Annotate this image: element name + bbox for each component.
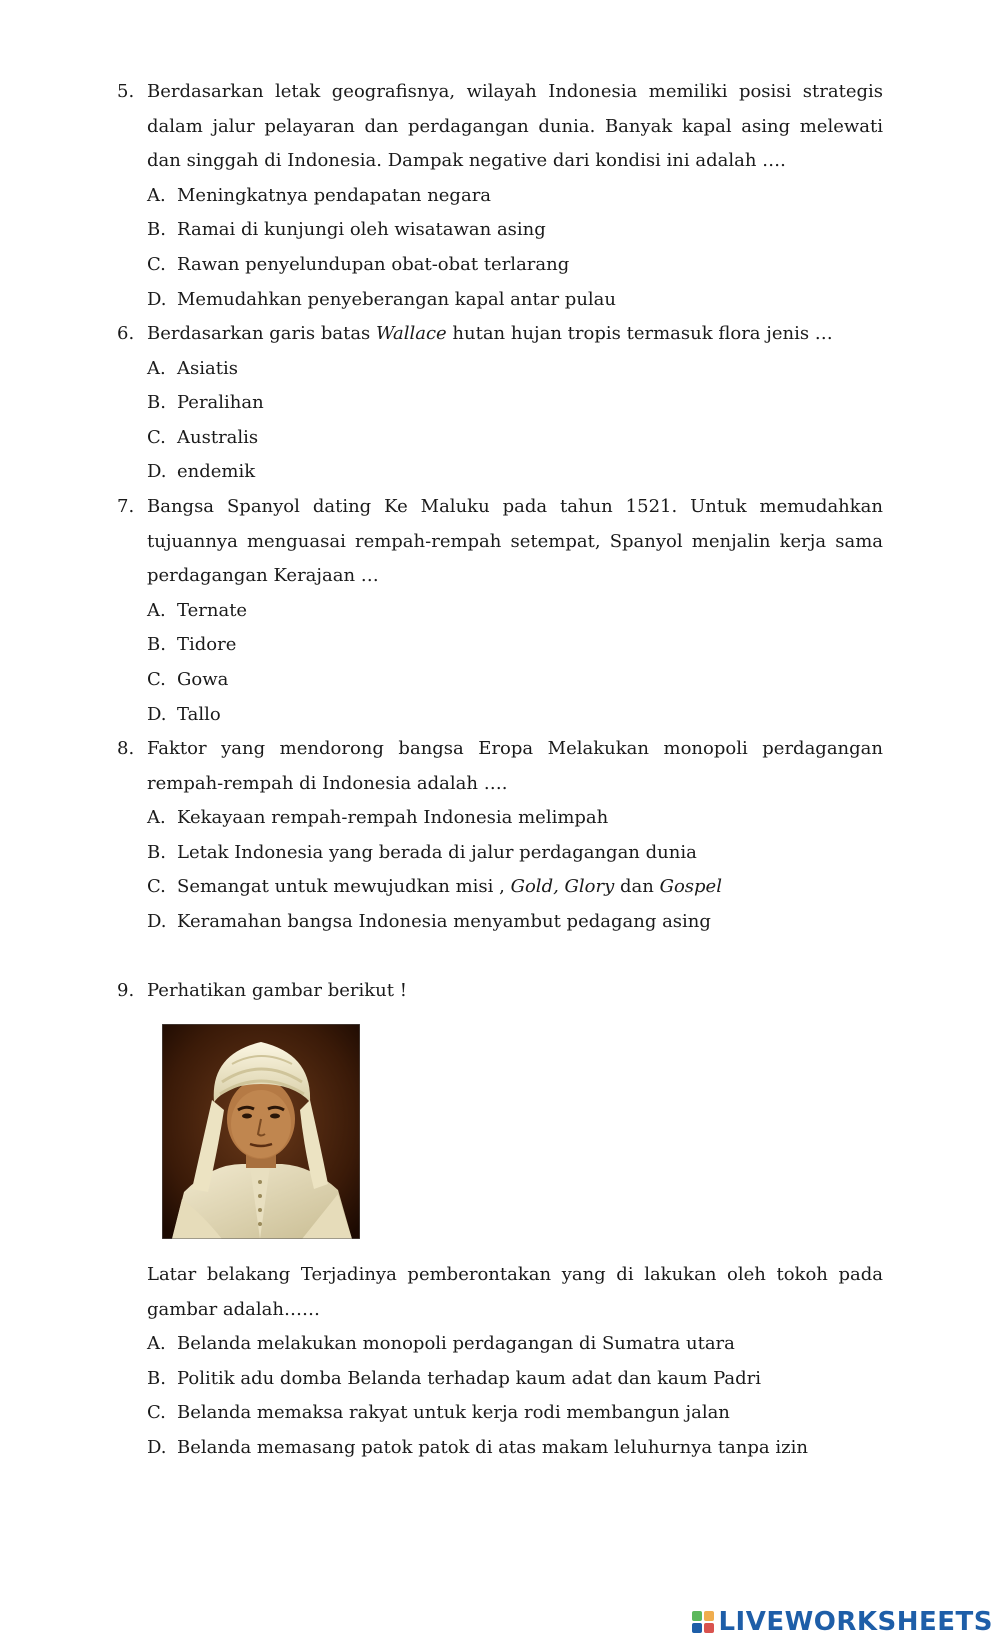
question-number: 8. bbox=[117, 738, 135, 759]
option-text: Politik adu domba Belanda terhadap kaum adat dan kaum Padri bbox=[177, 1367, 762, 1389]
question-number: 7. bbox=[117, 496, 135, 517]
option-letter: B. bbox=[147, 634, 166, 656]
option-a[interactable] bbox=[147, 594, 883, 629]
option-letter: B. bbox=[147, 841, 166, 863]
option-text-part: Semangat untuk mewujudkan misi , bbox=[177, 876, 511, 898]
option-text: Belanda melakukan monopoli perdagangan di Sumatra utara bbox=[177, 1333, 735, 1355]
question-number: 5. bbox=[117, 81, 135, 102]
question-9-continued bbox=[117, 1258, 883, 1466]
question-text-2: Latar belakang Terjadinya pemberontakan yang di lakukan oleh tokoh pada gambar adalah…… bbox=[147, 1264, 883, 1320]
option-d[interactable] bbox=[147, 1431, 883, 1466]
option-d[interactable] bbox=[147, 283, 883, 318]
option-d[interactable] bbox=[147, 455, 883, 490]
option-b[interactable] bbox=[147, 386, 883, 421]
option-c[interactable] bbox=[147, 663, 883, 698]
option-text: Meningkatnya pendapatan negara bbox=[177, 184, 492, 206]
question-text: Berdasarkan letak geografisnya, wilayah Indonesia memiliki posisi strategis dalam jalur pelayaran dan perdagangan dunia. Banyak kapal asing melewati dan singgah di Indonesia. Dampak negative dari kondisi ini adalah …. bbox=[147, 81, 883, 172]
option-text: Asiatis bbox=[177, 357, 238, 379]
question-number: 6. bbox=[117, 323, 135, 344]
option-a[interactable] bbox=[147, 179, 883, 214]
option-text: Gowa bbox=[177, 668, 229, 690]
question-text: Bangsa Spanyol dating Ke Maluku pada tahun 1521. Untuk memudahkan tujuannya menguasai rempah-rempah setempat, Spanyol menjalin kerja sama perdagangan Kerajaan … bbox=[147, 496, 883, 587]
option-b[interactable] bbox=[147, 1362, 883, 1397]
option-letter: B. bbox=[147, 1367, 166, 1389]
option-text: Rawan penyelundupan obat-obat terlarang bbox=[177, 253, 570, 275]
option-c[interactable] bbox=[147, 870, 883, 905]
question-text-part: Berdasarkan garis batas bbox=[147, 323, 377, 344]
option-b[interactable] bbox=[147, 213, 883, 248]
question-7 bbox=[117, 490, 883, 732]
option-text: Australis bbox=[177, 426, 259, 448]
option-c[interactable] bbox=[147, 248, 883, 283]
option-text: Memudahkan penyeberangan kapal antar pulau bbox=[177, 288, 616, 310]
option-letter: D. bbox=[147, 1436, 167, 1458]
logo-text: LIVEWORKSHEETS bbox=[718, 1607, 993, 1637]
option-text: Kekayaan rempah-rempah Indonesia melimpah bbox=[177, 807, 609, 829]
liveworksheets-logo[interactable] bbox=[692, 1606, 993, 1638]
option-letter: A. bbox=[147, 1333, 166, 1355]
option-text: Ternate bbox=[177, 599, 248, 621]
option-a[interactable] bbox=[147, 352, 883, 387]
question-text-part: hutan hujan tropis termasuk flora jenis … bbox=[446, 323, 833, 344]
option-letter: C. bbox=[147, 876, 166, 898]
option-text: endemik bbox=[177, 461, 256, 483]
option-letter: A. bbox=[147, 357, 166, 379]
option-letter: C. bbox=[147, 253, 166, 275]
option-letter: C. bbox=[147, 426, 166, 448]
option-b[interactable] bbox=[147, 628, 883, 663]
option-letter: A. bbox=[147, 807, 166, 829]
option-c[interactable] bbox=[147, 1396, 883, 1431]
option-letter: C. bbox=[147, 668, 166, 690]
option-d[interactable] bbox=[147, 698, 883, 733]
option-text: Belanda memaksa rakyat untuk kerja rodi membangun jalan bbox=[177, 1402, 730, 1424]
option-letter: A. bbox=[147, 599, 166, 621]
option-letter: D. bbox=[147, 910, 167, 932]
option-letter: D. bbox=[147, 288, 167, 310]
portrait-image bbox=[162, 1024, 360, 1239]
option-text-italic: Gospel bbox=[659, 876, 722, 898]
question-6 bbox=[117, 317, 883, 490]
option-text: Keramahan bangsa Indonesia menyambut pedagang asing bbox=[177, 910, 711, 932]
logo-grid-icon bbox=[692, 1611, 714, 1633]
question-9 bbox=[117, 974, 883, 1009]
option-text: Peralihan bbox=[177, 392, 264, 414]
question-5 bbox=[117, 75, 883, 317]
option-a[interactable] bbox=[147, 801, 883, 836]
option-text-part: dan bbox=[614, 876, 660, 898]
option-text-italic: Gold, Glory bbox=[510, 876, 615, 898]
option-text: Letak Indonesia yang berada di jalur perdagangan dunia bbox=[177, 841, 697, 863]
question-text: Perhatikan gambar berikut ! bbox=[147, 980, 407, 1001]
option-text: Tallo bbox=[177, 703, 221, 725]
question-number: 9. bbox=[117, 980, 135, 1001]
option-letter: B. bbox=[147, 219, 166, 241]
option-letter: D. bbox=[147, 461, 167, 483]
option-c[interactable] bbox=[147, 421, 883, 456]
option-text: Belanda memasang patok patok di atas makam leluhurnya tanpa izin bbox=[177, 1436, 808, 1458]
option-b[interactable] bbox=[147, 836, 883, 871]
option-text: Ramai di kunjungi oleh wisatawan asing bbox=[177, 219, 546, 241]
option-letter: B. bbox=[147, 392, 166, 414]
question-text-italic: Wallace bbox=[376, 323, 447, 344]
option-text: Tidore bbox=[177, 634, 237, 656]
option-letter: D. bbox=[147, 703, 167, 725]
question-8 bbox=[117, 732, 883, 940]
option-a[interactable] bbox=[147, 1327, 883, 1362]
question-text bbox=[147, 317, 883, 352]
question-text: Faktor yang mendorong bangsa Eropa Melakukan monopoli perdagangan rempah-rempah di Indonesia adalah …. bbox=[147, 738, 883, 794]
option-d[interactable] bbox=[147, 905, 883, 940]
option-letter: A. bbox=[147, 184, 166, 206]
option-letter: C. bbox=[147, 1402, 166, 1424]
option-text bbox=[177, 876, 722, 897]
